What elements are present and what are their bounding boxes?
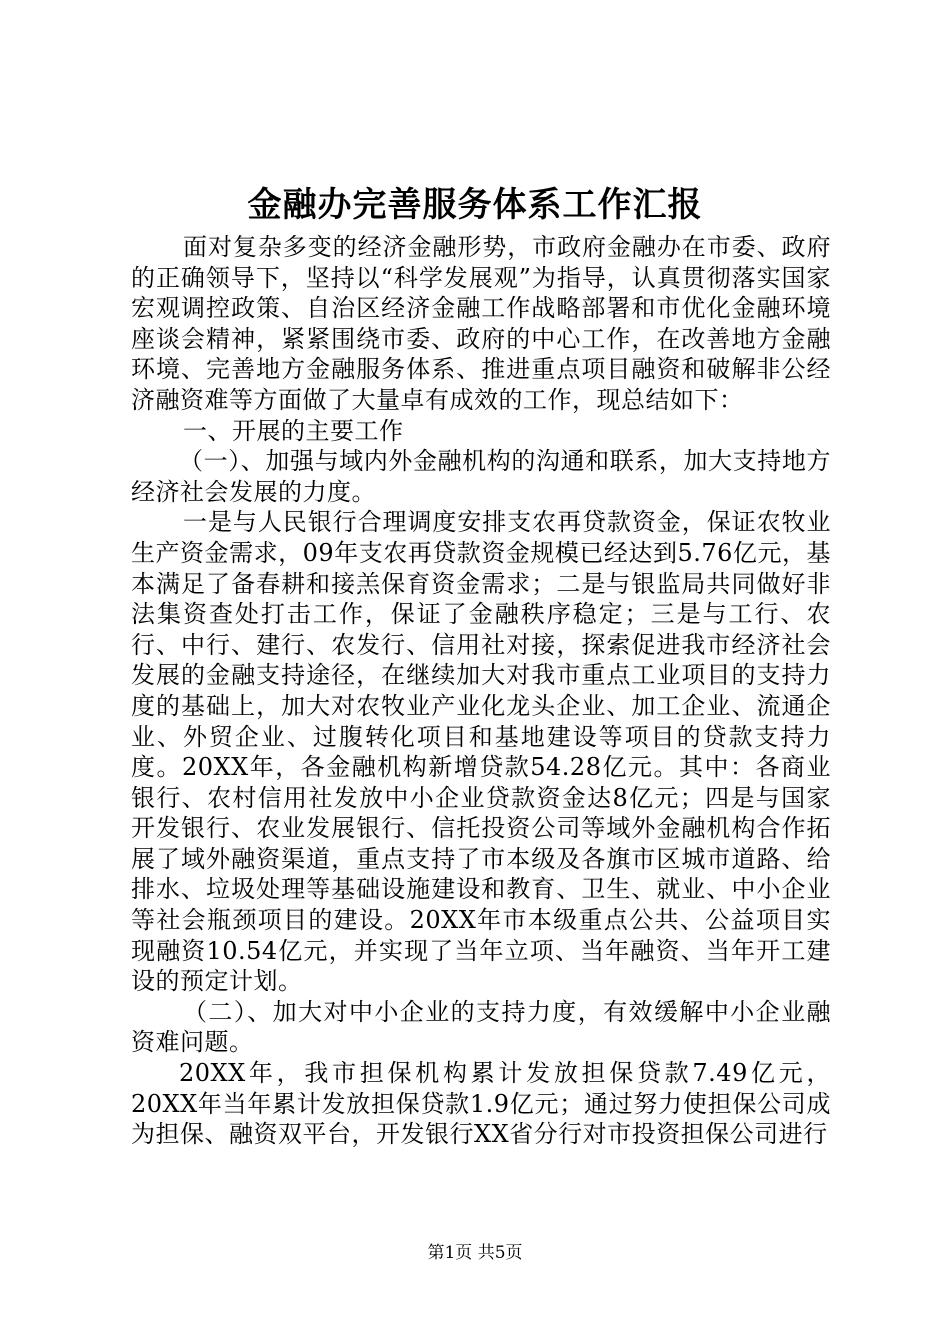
section-heading-main-work: 一、开展的主要工作 xyxy=(183,416,404,445)
body-paragraph-2: 20XX年，我市担保机构累计发放担保贷款7.49亿元，20XX年当年累计发放担保贷款1.9亿元；通过努力使担保公司成为担保、融资双平台，开发银行XX省分行对市投资担保公司进行 xyxy=(131,1059,831,1149)
page-footer: 第1页 共5页 xyxy=(427,1243,523,1263)
intro-paragraph: 面对复杂多变的经济金融形势，市政府金融办在市委、政府的正确领导下，坚持以“科学发展观”为指导，认真贯彻落实国家宏观调控政策、自治区经济金融工作战略部署和市优化金融环境座谈会精神，紧紧围绕市委、政府的中心工作，在改善地方金融环境、完善地方金融服务体系、推进重点项目融资和破解非公经济融资难等方面做了大量卓有成效的工作，现总结如下： xyxy=(131,233,831,414)
document-title: 金融办完善服务体系工作汇报 xyxy=(247,185,703,225)
subsection-heading-2: （二）、加大对中小企业的支持力度，有效缓解中小企业融资难问题。 xyxy=(131,997,831,1057)
body-paragraph-1: 一是与人民银行合理调度安排支农再贷款资金，保证农牧业生产资金需求，09年支农再贷款资金规模已经达到5.76亿元，基本满足了备春耕和接羔保育资金需求；二是与银监局共同做好非法集资查处打击工作，保证了金融秩序稳定；三是与工行、农行、中行、建行、农发行、信用社对接，探索促进我市经济社会发展的金融支持途径，在继续加大对我市重点工业项目的支持力度的基础上，加大对农牧业产业化龙头企业、加工企业、流通企业、外贸企业、过腹转化项目和基地建设等项目的贷款支持力度。20XX年，各金融机构新增贷款54.28亿元。其中：各商业银行、农村信用社发放中小企业贷款资金达8亿元；四是与国家开发银行、农业发展银行、信托投资公司等域外金融机构合作拓展了域外融资渠道，重点支持了市本级及各旗市区城市道路、给排水、垃圾处理等基础设施建设和教育、卫生、就业、中小企业等社会瓶颈项目的建设。20XX年市本级重点公共、公益项目实现融资10.54亿元，并实现了当年立项、当年融资、当年开工建设的预定计划。 xyxy=(131,508,831,996)
subsection-heading-1: （一）、加强与域内外金融机构的沟通和联系，加大支持地方经济社会发展的力度。 xyxy=(131,447,831,506)
document-body xyxy=(131,232,831,1150)
